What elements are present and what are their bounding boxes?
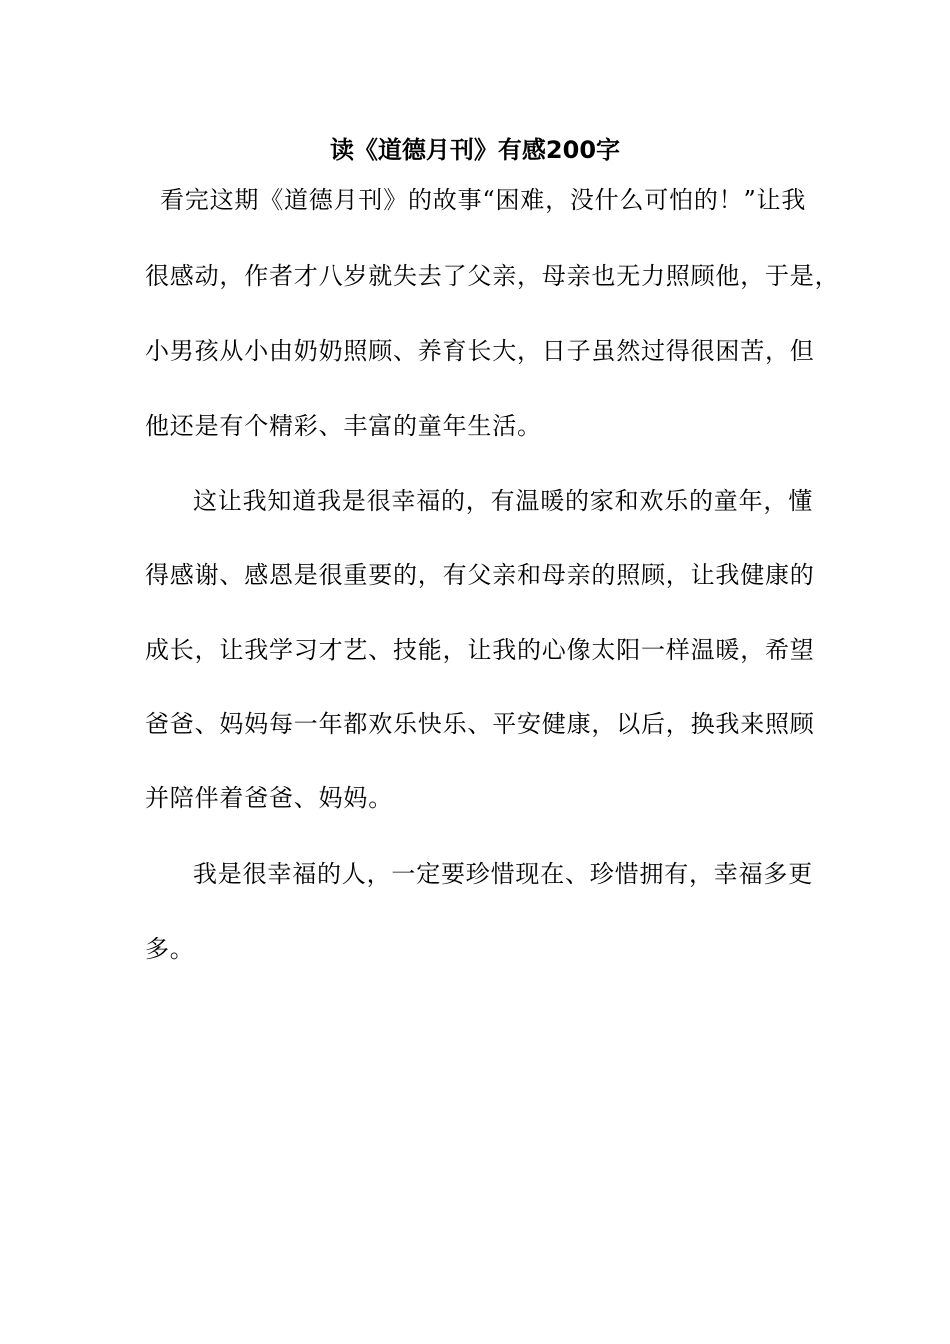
paragraph-2-line-2: 得感谢、感恩是很重要的，有父亲和母亲的照顾，让我健康的	[145, 561, 815, 589]
paragraph-2-line-1: 这让我知道我是很幸福的，有温暖的家和欢乐的童年，懂	[193, 487, 813, 515]
paragraph-2-line-4: 爸爸、妈妈每一年都欢乐快乐、平安健康，以后，换我来照顾	[145, 710, 815, 738]
paragraph-1-line-4: 他还是有个精彩、丰富的童年生活。	[145, 412, 542, 440]
paragraph-1-line-1: 看完这期《道德月刊》的故事“困难，没什么可怕的！”让我	[160, 186, 807, 214]
document-title: 读《道德月刊》有感200字	[329, 136, 621, 164]
paragraph-2-line-5: 并陪伴着爸爸、妈妈。	[145, 784, 393, 812]
paragraph-2-line-3: 成长，让我学习才艺、技能，让我的心像太阳一样温暖，希望	[145, 636, 815, 664]
paragraph-3-line-1: 我是很幸福的人，一定要珍惜现在、珍惜拥有，幸福多更	[193, 860, 813, 888]
paragraph-3-line-2: 多。	[145, 935, 195, 963]
paragraph-1-line-2: 很感动，作者才八岁就失去了父亲，母亲也无力照顾他，于是，	[145, 262, 840, 290]
paragraph-1-line-3: 小男孩从小由奶奶照顾、养育长大，日子虽然过得很困苦，但	[145, 337, 815, 365]
